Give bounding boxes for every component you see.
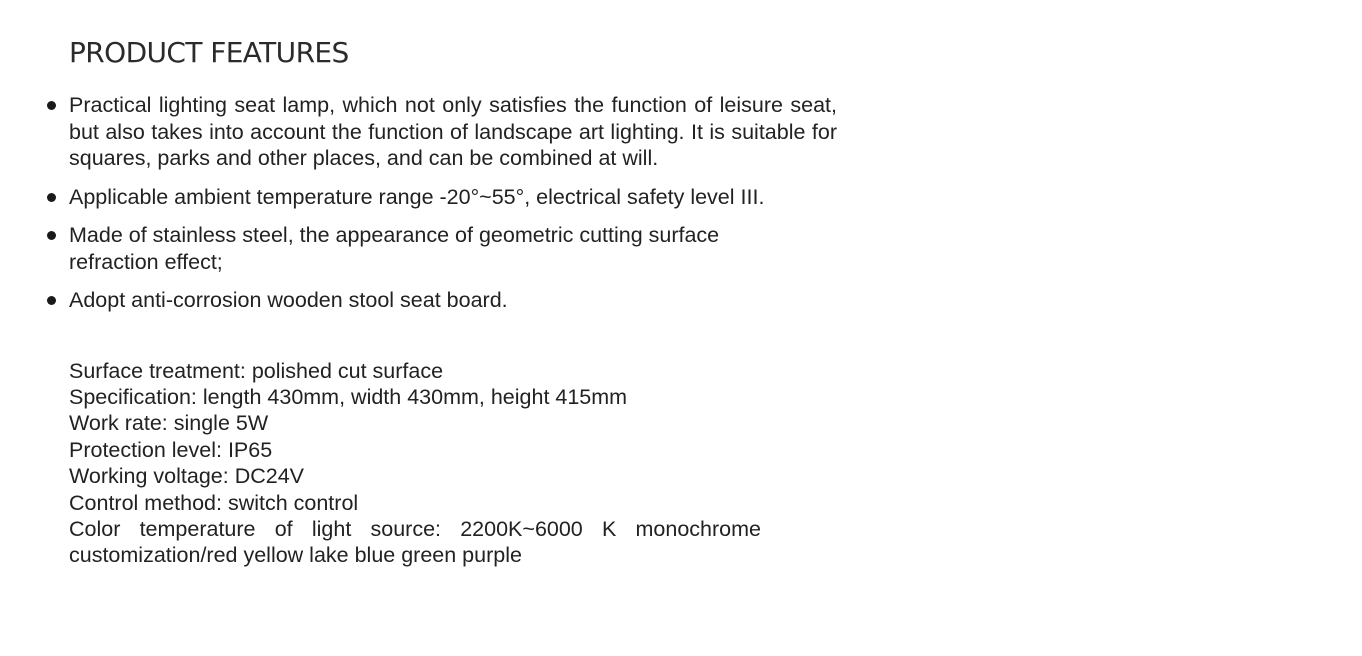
feature-list [69,92,849,314]
feature-item [69,92,849,172]
spec-line: Specification: length 430mm, width 430mm, height 415mm [69,384,628,409]
feature-text: Practical lighting seat lamp, which not only satisfies the function of leisure seat, but also takes into account the function of landscape art lighting. It is suitable for squares, parks and other places, and can be combined at will. [69,93,837,170]
bullet-icon [47,101,56,110]
bullet-icon [47,296,56,305]
bullet-icon [47,193,56,202]
spec-line: Control method: switch control [69,490,359,515]
feature-text: Applicable ambient temperature range -20°~55°, electrical safety level III. [69,184,765,209]
feature-text: Adopt anti-corrosion wooden stool seat board. [69,288,508,312]
specification-list [69,358,849,569]
feature-item [69,184,849,211]
spec-line: Protection level: IP65 [69,437,273,462]
spec-line: Color temperature of light source: 2200K~6000 K monochrome customization/red yellow lake blue green purple [69,516,761,568]
spec-line: Working voltage: DC24V [69,464,305,489]
spec-line: Surface treatment: polished cut surface [69,358,444,383]
feature-item [69,287,849,314]
product-features-section [69,34,849,569]
feature-item [69,222,799,275]
spec-line: Work rate: single 5W [69,411,269,436]
section-heading: PRODUCT FEATURES [69,36,349,69]
bullet-icon [47,231,56,240]
feature-text: Made of stainless steel, the appearance of geometric cutting surface refraction effect; [69,223,720,274]
